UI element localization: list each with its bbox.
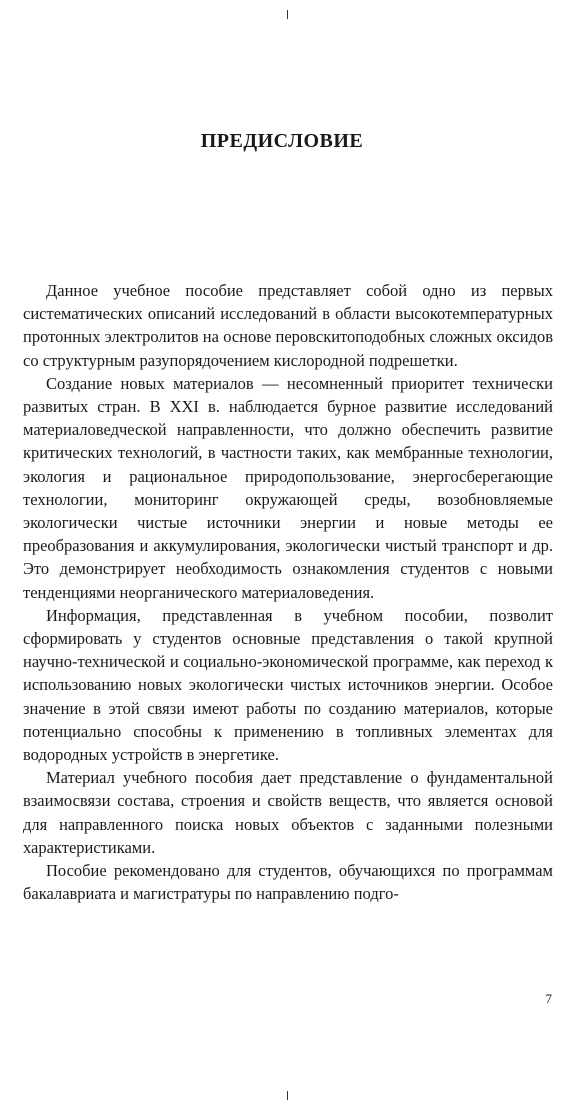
paragraph-4: Материал учебного пособия дает представление о фундаментальной взаимосвязи состава, строения и свойств веществ, что является основой для направленного поиска новых объектов с заданными полезными характеристиками. [23,768,553,857]
paragraph-5: Пособие рекомендовано для студентов, обучающихся по программам бакалавриата и магистратуры по направлению подго- [23,861,553,904]
crop-mark-bottom [287,1091,288,1100]
crop-mark-top [287,10,288,19]
paragraph-3: Информация, представленная в учебном пособии, позволит сформировать у студентов основные представления о такой крупной научно-технической и социально-экономической программе, как переход к использованию новых экологически чистых источников энергии. Особое значение в этой связи имеют работы по созданию материалов, которые потенциально способны к применению в топливных элементах для водородных устройств в энергетике. [23,605,553,765]
paragraph-2: Создание новых материалов — несомненный приоритет технически развитых стран. В XXI в. наблюдается бурное развитие исследований материаловедческой направленности, что должно обеспечить развитие критических технологий, в частности таких, как мембранные технологии, экология и рациональное природопользование, энергосберегающие технологии, мониторинг окружающей среды, возобновляемые экологически чистые источники энергии и новые методы ее преобразования и аккумулирования, экологически чистый транспорт и др. Это демонстрирует необходимость ознакомления студентов с новыми тенденциями неорганического материаловедения. [23,373,553,602]
paragraph-1: Данное учебное пособие представляет собой одно из первых систематических описаний исследований в области высокотемпературных протонных электролитов на основе перовскитоподобных сложных оксидов со структурным разупорядочением кислородной подрешетки. [23,281,553,370]
page-title: ПРЕДИСЛОВИЕ [200,130,364,152]
preface-body [23,279,553,905]
page-number: 7 [545,991,552,1006]
